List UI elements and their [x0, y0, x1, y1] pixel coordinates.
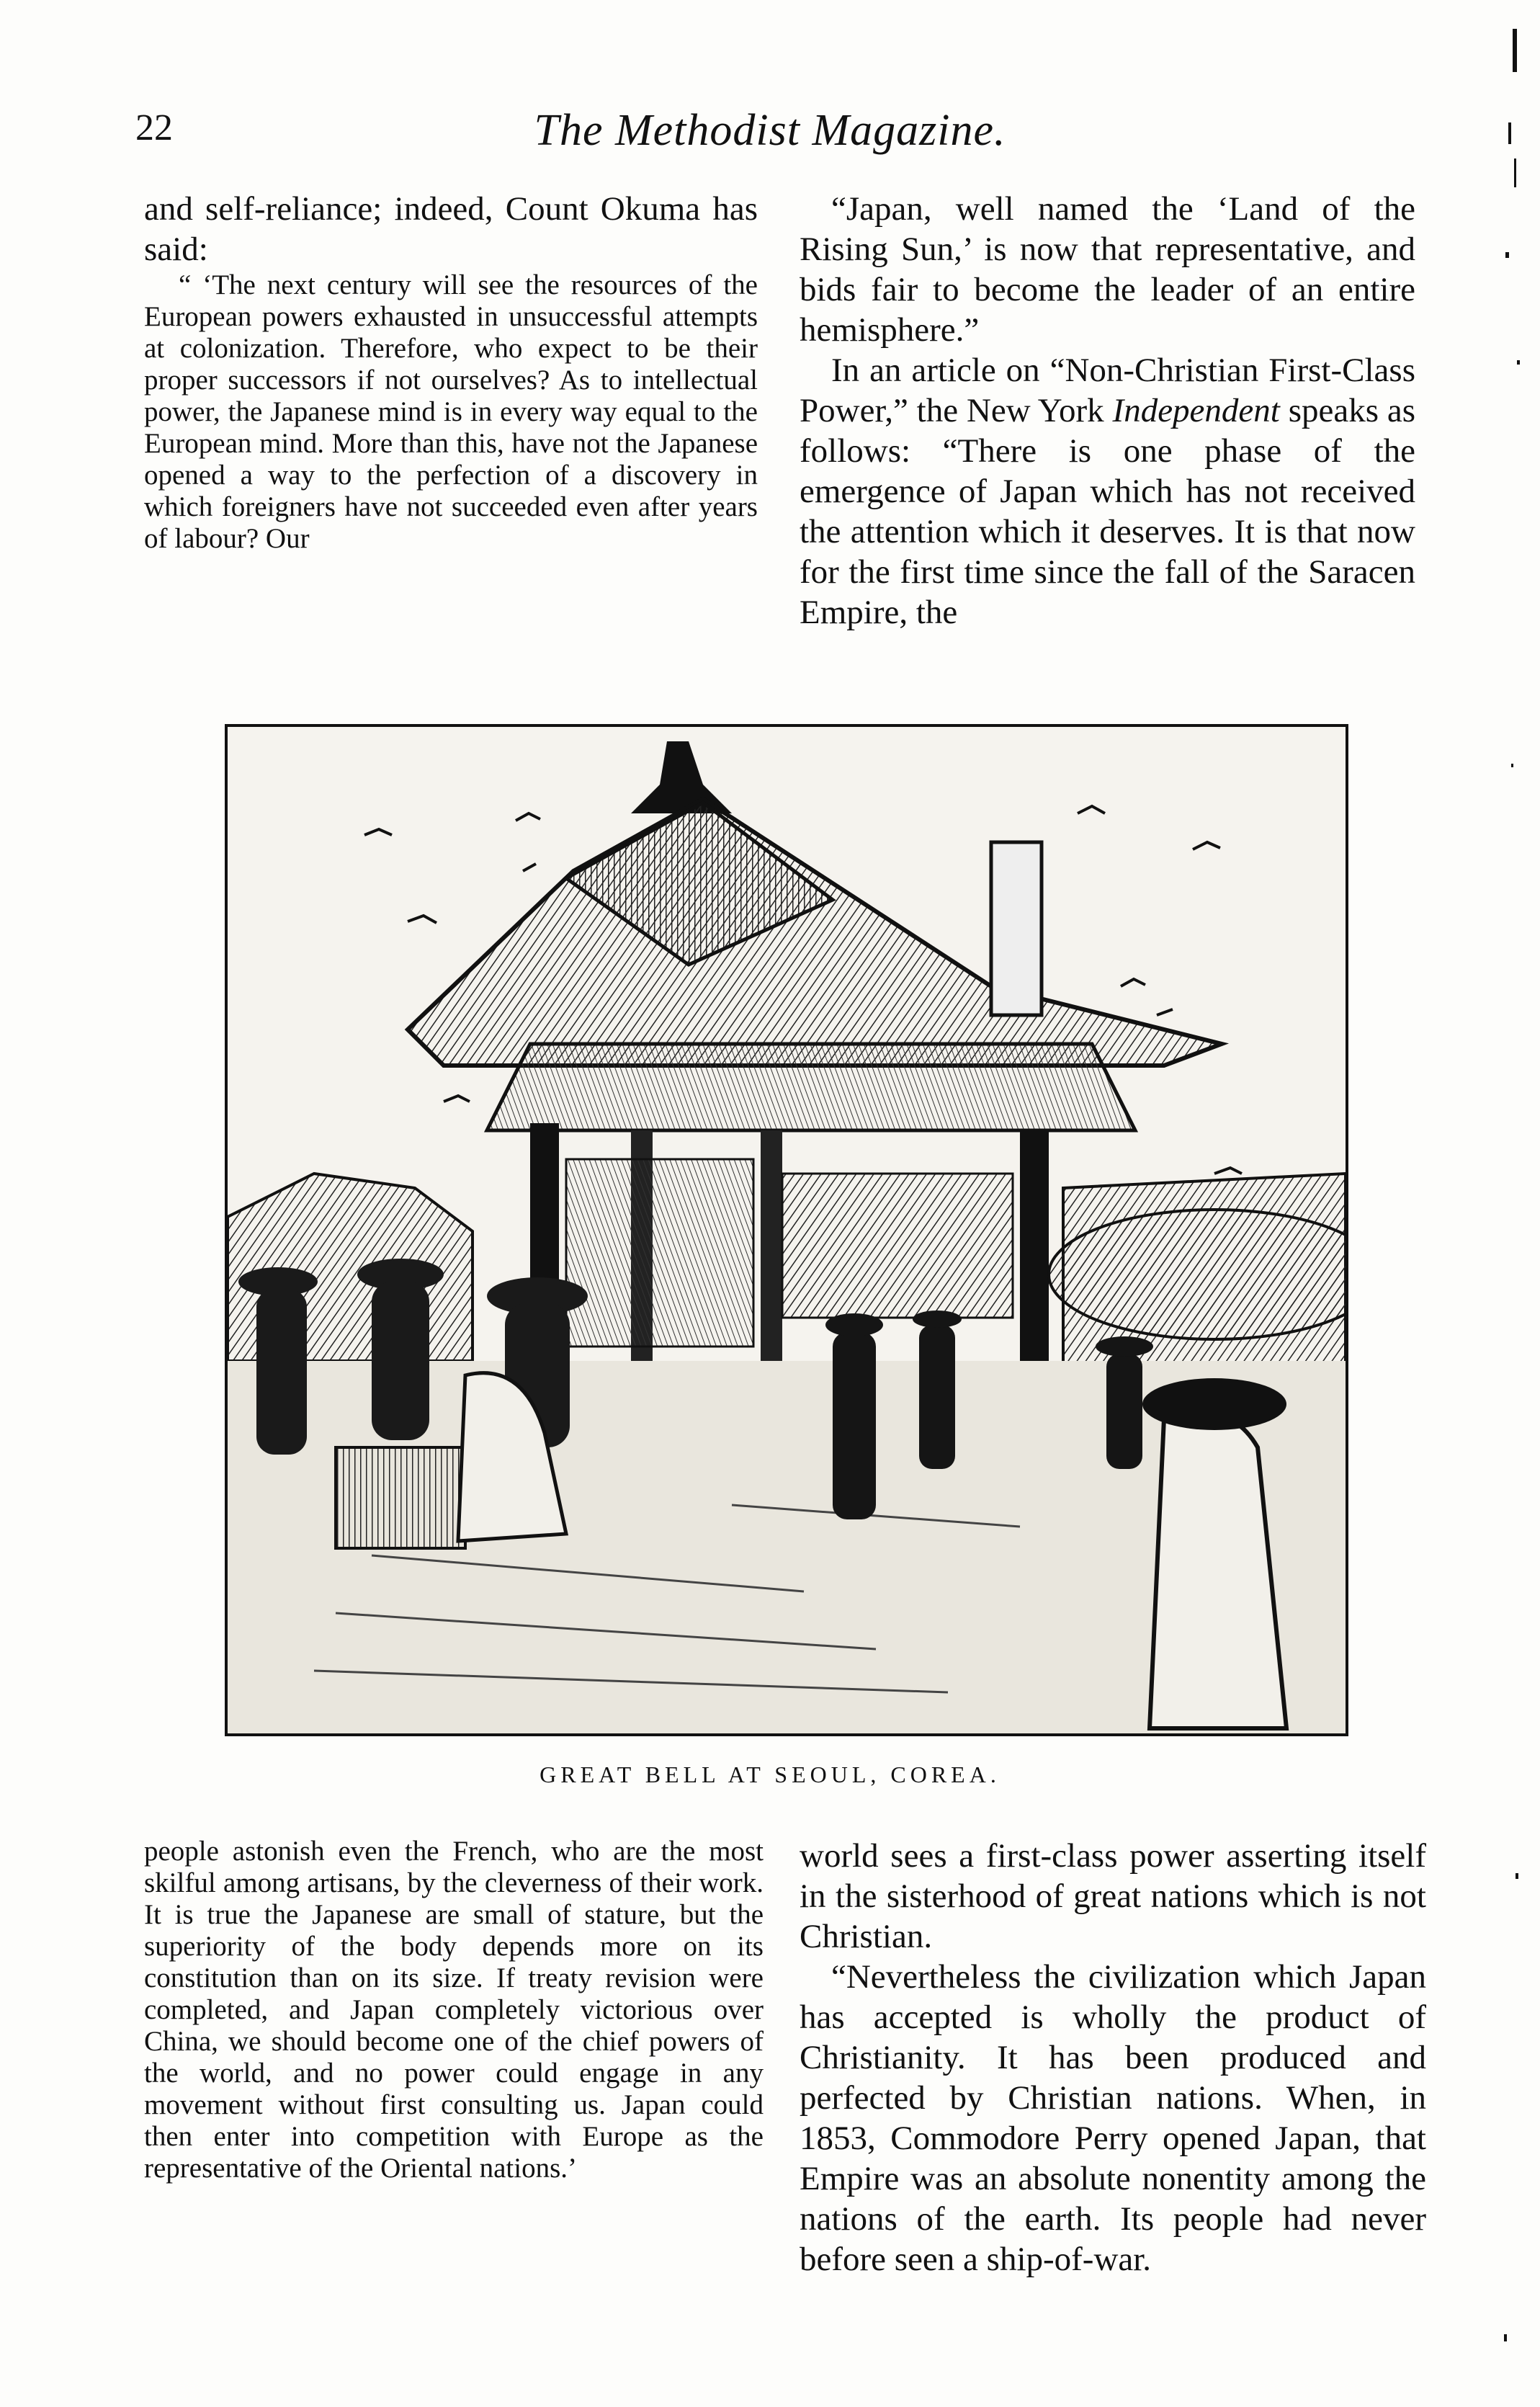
figure-caption: GREAT BELL AT SEOUL, COREA.	[540, 1761, 1000, 1787]
paragraph-first-class-power: world sees a first-class power asserting itself in the sisterhood of great nations which is not Christian.	[800, 1837, 1426, 1955]
engraving-illustration	[228, 727, 1346, 1733]
left-column-bottom	[144, 1836, 764, 2184]
paragraph-independent-part1: In an article on “Non-Christian First-Class Power,” the New York	[800, 352, 1415, 429]
bell-post	[991, 842, 1042, 1015]
scan-edge-marks	[1498, 14, 1527, 2392]
lower-eaves	[487, 1044, 1135, 1130]
left-column-top	[144, 189, 758, 555]
paragraph-rising-sun: “Japan, well named the ‘Land of the Rising Sun,’ is now that representative, and bids fair to become the leader of an entire hemisphere.”	[800, 190, 1415, 349]
independent-title: Independent	[1112, 392, 1280, 429]
wide-hat	[1142, 1378, 1286, 1430]
engraving-great-bell	[225, 724, 1348, 1736]
right-column-top	[800, 189, 1415, 633]
lead-paragraph: and self-reliance; indeed, Count Okuma has said:	[144, 190, 758, 268]
paragraph-independent-part2: speaks as follows: “There is one phase of the emergence of Japan which has not received the attention which it deserves. It is that now for the first time since the fall of the Saracen Empire, the	[800, 392, 1416, 631]
quote-continuation: people astonish even the French, who are the most skilful among artisans, by the cleverness of their work. It is true the Japanese are small of stature, but the superiority of the body depends more on its constitution than on its size. If treaty revision were completed, and Japan completely victorious over China, we should become one of the chief powers of the world, and no power could engage in any movement without first consulting us. Japan could then enter into competition with Europe as the representative of the Oriental nations.’	[144, 1836, 764, 2184]
paragraph-christianity: “Nevertheless the civilization which Japan has accepted is wholly the product of Christianity. It has been produced and perfected by Christian nations. When, in 1853, Commodore Perry opened Japan, that Empire was an absolute nonentity among the nations of the earth. Its people had never before seen a ship-of-war.	[800, 1958, 1426, 2278]
right-column-bottom	[800, 1836, 1426, 2279]
page-number: 22	[135, 107, 173, 148]
market-stall	[336, 1447, 465, 1548]
okuma-quote: “ ‘The next century will see the resources of the European powers exhausted in unsuccessful attempts at colonization. Therefore, who expect to be their proper successors if not ourselves? As to intellectual power, the Japanese mind is in every way equal to the European mind. More than this, have not the Japanese opened a way to the perfection of a discovery in which foreigners have not succeeded even after years of labour? Our	[144, 269, 758, 554]
running-head-title: The Methodist Magazine.	[534, 106, 1006, 155]
paragraph-independent	[800, 350, 1415, 633]
